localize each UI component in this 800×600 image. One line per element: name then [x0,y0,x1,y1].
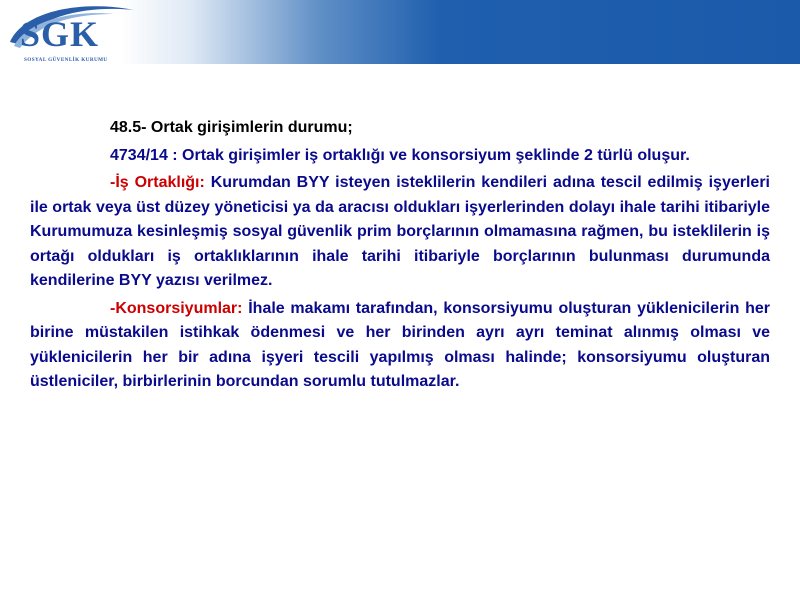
paragraph-1-text: 4734/14 : Ortak girişimler iş ortaklığı ve konsorsiyum şeklinde 2 türlü oluşur. [110,146,690,164]
paragraph-3 [30,297,770,395]
paragraph-2 [30,171,770,294]
section-heading [30,116,770,141]
konsorsiyumlar-label: -Konsorsiyumlar: [110,299,243,317]
sgk-logo [4,2,144,64]
logo-text: SGK [20,14,100,54]
heading-text: 48.5- Ortak girişimlerin durumu; [110,119,353,136]
paragraph-1 [30,144,770,169]
logo-subtitle: SOSYAL GÜVENLİK KURUMU [24,57,108,63]
slide-content [30,116,770,398]
is-ortakligi-label: -İş Ortaklığı: [110,174,205,191]
paragraph-3-text: İhale makamı tarafından, konsorsiyumu oluşturan yüklenicilerin her birine müstakilen istihkak ödenmesi ve her birinden ayrı ayrı teminat alınmış olması ve yüklenicilerin her bir adına işyeri tescili yapılmış olması halinde; konsorsiyumu oluşturan üstleniciler, birbirlerinin borcundan sorumlu tutulmazlar. [30,299,770,390]
paragraph-2-text: Kurumdan BYY isteyen isteklilerin kendileri adına tescil edilmiş işyerleri ile ortak veya üst düzey yöneticisi ya da aracısı oldukları işyerlerinden dolayı ihale tarihi itibariyle Kurumumuza kesinleşmiş sosyal güvenlik prim borçlarının olmamasına rağmen, bu isteklilerin iş ortağı oldukları iş ortaklıklarının ihale tarihi itibariyle borçlarının bulunması durumunda kendilerine BYY yazısı verilmez. [30,174,770,289]
